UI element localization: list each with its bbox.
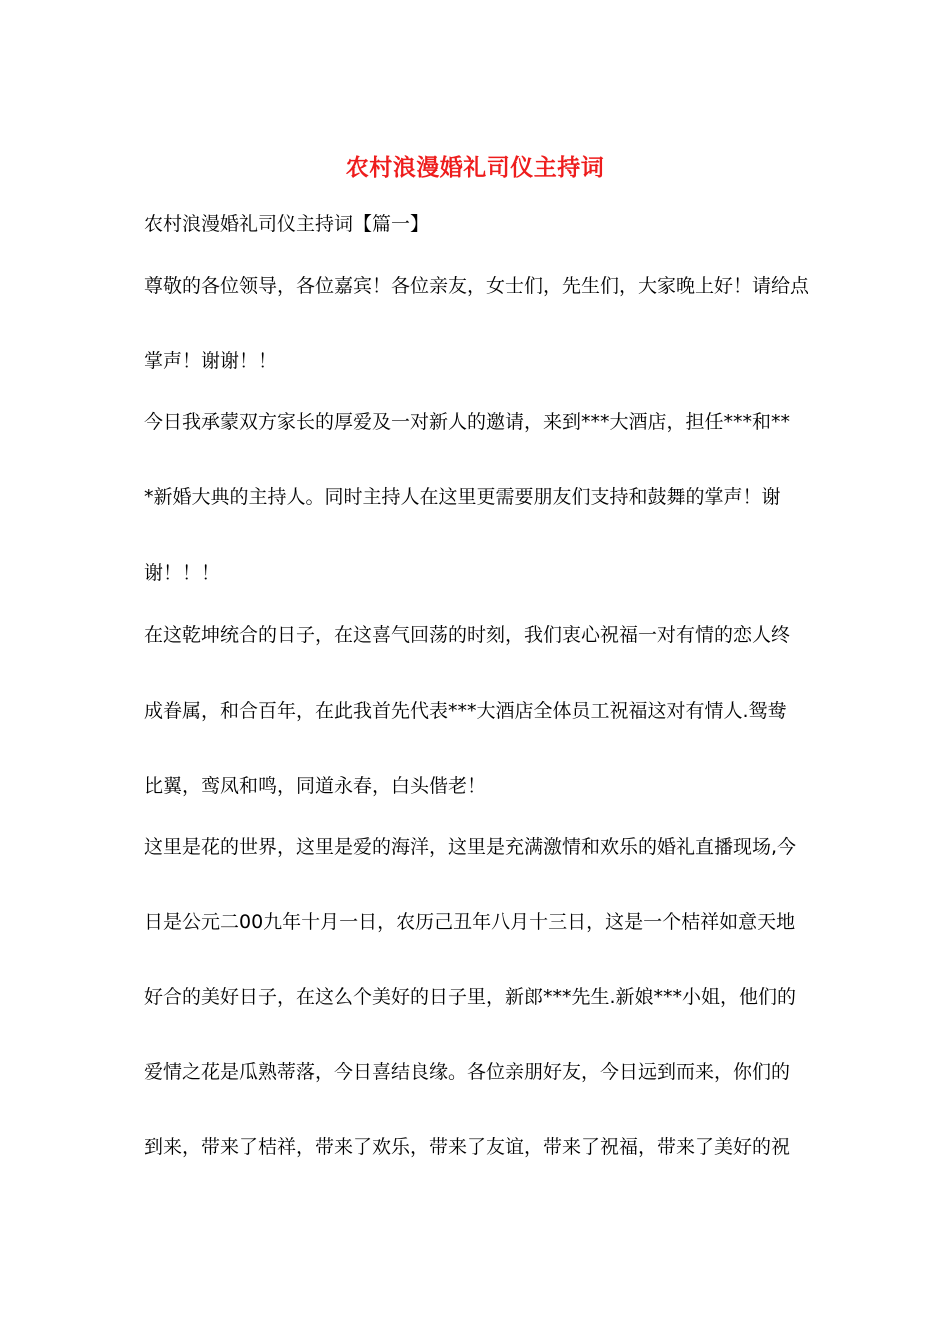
body-line: *新婚大典的主持人。同时主持人在这里更需要朋友们支持和鼓舞的掌声！谢: [144, 486, 781, 508]
body-line: 谢！！！: [144, 562, 221, 584]
body-line: 到来，带来了桔祥，带来了欢乐，带来了友谊，带来了祝福，带来了美好的祝: [144, 1136, 791, 1158]
body-line: 在这乾坤统合的日子，在这喜气回荡的时刻，我们衷心祝福一对有情的恋人终: [144, 624, 791, 646]
body-line: 尊敬的各位领导，各位嘉宾！各位亲友，女士们，先生们，大家晚上好！请给点: [144, 275, 810, 297]
body-line: 好合的美好日子，在这么个美好的日子里，新郎***先生.新娘***小姐，他们的: [144, 986, 797, 1008]
document-title: 农村浪漫婚礼司仪主持词: [345, 154, 605, 181]
body-line: 爱情之花是瓜熟蒂落，今日喜结良缘。各位亲朋好友，今日远到而来，你们的: [144, 1061, 791, 1083]
body-line: 比翼，鸾凤和鸣，同道永春，白头偕老！: [144, 775, 487, 797]
body-line: 掌声！谢谢！！: [144, 350, 278, 372]
body-line: 这里是花的世界，这里是爱的海洋，这里是充满激情和欢乐的婚礼直播现场,今: [144, 836, 797, 858]
section-heading: 农村浪漫婚礼司仪主持词【篇一】: [144, 213, 430, 235]
body-line: 成眷属，和合百年，在此我首先代表***大酒店全体员工祝福这对有情人.鸳鸯: [144, 700, 787, 722]
body-line: 日是公元二00九年十月一日，农历己丑年八月十三日，这是一个桔祥如意天地: [144, 911, 796, 933]
body-line: 今日我承蒙双方家长的厚爱及一对新人的邀请，来到***大酒店，担任***和**: [144, 411, 791, 433]
